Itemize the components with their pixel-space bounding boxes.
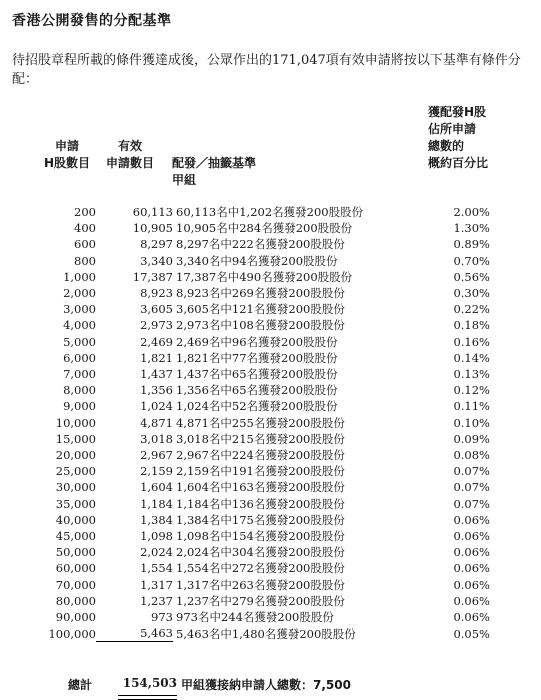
header-line: 佔所申請 [428,122,477,136]
total-double-underline [118,695,177,700]
cell-valid-applications: 3,340 [140,253,173,268]
cell-applied-shares: 1,000 [63,269,96,284]
header-valid-applications [106,138,154,172]
table-row [12,269,490,285]
cell-applied-shares: 60,000 [55,561,96,576]
cell-allocation-basis: 1,604名中163名獲發200股股份 [176,480,345,495]
cell-allocation-basis: 10,905名中284名獲發200股股份 [176,221,353,236]
table-row [12,366,490,382]
table-row [12,479,490,495]
table-row [12,236,490,252]
cell-applied-shares: 20,000 [55,448,96,463]
table-row [12,382,490,398]
cell-valid-applications: 973 [151,610,173,625]
header-line: 有效 [118,139,143,153]
header-allocation-basis [172,155,256,189]
cell-applied-shares: 2,000 [63,286,96,301]
table-row [12,463,490,479]
cell-percentage: 0.06% [453,561,490,576]
cell-valid-applications: 2,967 [140,448,173,463]
cell-percentage: 0.10% [453,415,490,430]
cell-percentage: 0.89% [453,237,490,252]
cell-applied-shares: 9,000 [63,399,96,414]
cell-applied-shares: 15,000 [55,431,96,446]
header-line: 獲配發H股 [428,105,487,119]
cell-percentage: 0.07% [453,496,490,511]
cell-applied-shares: 6,000 [63,350,96,365]
header-line: 概約百分比 [428,156,489,170]
table-row [12,334,490,350]
cell-valid-applications: 2,973 [140,318,173,333]
cell-allocation-basis: 1,237名中279名獲發200股股份 [176,593,345,608]
cell-applied-shares: 8,000 [63,383,96,398]
cell-percentage: 0.09% [453,431,490,446]
cell-allocation-basis: 3,605名中121名獲發200股股份 [176,302,345,317]
cell-percentage: 0.70% [453,253,490,268]
table-row [12,512,490,528]
cell-valid-applications: 8,297 [140,237,173,252]
cell-applied-shares: 600 [74,237,96,252]
cell-allocation-basis: 17,387名中490名獲發200股股份 [176,269,353,284]
table-row [12,204,490,220]
header-applied-shares [44,138,90,172]
page-title: 香港公開發售的分配基準 [12,13,172,29]
cell-valid-applications: 2,159 [140,464,173,479]
cell-valid-applications: 1,554 [140,561,173,576]
cell-applied-shares: 5,000 [63,334,96,349]
cell-allocation-basis: 1,821名中77名獲發200股股份 [176,350,338,365]
header-allocation-percentage [428,104,488,172]
cell-applied-shares: 70,000 [55,577,96,592]
cell-valid-applications: 4,871 [140,415,173,430]
cell-valid-applications: 2,469 [140,334,173,349]
cell-allocation-basis: 2,159名中191名獲發200股股份 [176,464,345,479]
cell-applied-shares: 50,000 [55,545,96,560]
table-row [12,220,490,236]
total-note: 甲組獲接納申請人總數：7,500 [181,678,351,692]
cell-applied-shares: 35,000 [55,496,96,511]
cell-applied-shares: 200 [74,205,96,219]
cell-allocation-basis: 2,024名中304名獲發200股股份 [176,545,345,560]
cell-allocation-basis: 2,973名中108名獲發200股股份 [176,318,345,333]
header-line: 總數的 [428,139,465,153]
cell-allocation-basis: 2,469名中96名獲發200股股份 [176,334,338,349]
cell-allocation-basis: 5,463名中1,480名獲發200股股份 [176,626,356,641]
cell-applied-shares: 400 [74,221,96,236]
cell-allocation-basis: 1,437名中65名獲發200股股份 [176,367,338,382]
cell-percentage: 1.30% [453,221,490,236]
cell-valid-applications: 3,605 [140,302,173,317]
cell-applied-shares: 80,000 [55,593,96,608]
cell-percentage: 0.05% [453,626,490,641]
cell-allocation-basis: 1,384名中175名獲發200股股份 [176,512,345,527]
cell-applied-shares: 7,000 [63,367,96,382]
cell-valid-applications: 3,018 [140,431,173,446]
cell-percentage: 0.07% [453,464,490,479]
table-row [12,544,490,560]
header-line: 申請數目 [106,156,155,170]
cell-percentage: 0.11% [453,399,490,414]
cell-applied-shares: 30,000 [55,480,96,495]
cell-valid-applications: 60,113 [132,205,173,219]
table-row [12,625,490,642]
cell-applied-shares: 3,000 [63,302,96,317]
cell-percentage: 0.06% [453,593,490,608]
allocation-table [12,204,490,642]
cell-allocation-basis: 1,554名中272名獲發200股股份 [176,561,345,576]
header-line: 申請 [55,139,80,153]
cell-valid-applications: 1,356 [140,383,173,398]
cell-valid-applications: 1,821 [140,350,173,365]
cell-percentage: 0.56% [453,269,490,284]
table-row [12,398,490,414]
cell-applied-shares: 800 [74,253,96,268]
cell-applied-shares: 25,000 [55,464,96,479]
cell-allocation-basis: 1,317名中263名獲發200股股份 [176,577,345,592]
cell-allocation-basis: 3,018名中215名獲發200股股份 [176,431,345,446]
cell-percentage: 0.06% [453,545,490,560]
cell-percentage: 2.00% [453,205,490,219]
cell-applied-shares: 4,000 [63,318,96,333]
cell-percentage: 0.06% [453,512,490,527]
cell-percentage: 0.06% [453,529,490,544]
table-row [12,560,490,576]
cell-allocation-basis: 60,113名中1,202名獲發200股股份 [176,205,364,219]
table-row [12,593,490,609]
table-row [12,528,490,544]
cell-valid-applications: 8,923 [140,286,173,301]
cell-allocation-basis: 973名中244名獲發200股股份 [176,610,334,625]
cell-valid-applications: 1,184 [140,496,173,511]
total-label: 總計 [68,678,93,692]
table-row [12,577,490,593]
cell-valid-applications: 1,437 [140,367,173,382]
cell-valid-applications: 5,463 [96,625,173,642]
cell-percentage: 0.07% [453,480,490,495]
cell-allocation-basis: 8,297名中222名獲發200股股份 [176,237,345,252]
header-line: 配發／抽籤基準 [172,156,257,170]
cell-percentage: 0.30% [453,286,490,301]
cell-valid-applications: 1,384 [140,512,173,527]
cell-percentage: 0.12% [453,383,490,398]
cell-valid-applications: 10,905 [132,221,173,236]
cell-allocation-basis: 4,871名中255名獲發200股股份 [176,415,345,430]
cell-valid-applications: 1,237 [140,593,173,608]
cell-applied-shares: 45,000 [55,529,96,544]
table-row [12,609,490,625]
cell-percentage: 0.06% [453,577,490,592]
cell-applied-shares: 100,000 [48,626,96,641]
cell-valid-applications: 17,387 [132,269,173,284]
cell-valid-applications: 1,024 [140,399,173,414]
cell-applied-shares: 40,000 [55,512,96,527]
cell-percentage: 0.14% [453,350,490,365]
total-value: 154,503 [122,676,177,690]
intro-paragraph: 待招股章程所載的條件獲達成後，公眾作出的171,047項有效申請將按以下基準有條件分配： [12,53,521,87]
cell-percentage: 0.16% [453,334,490,349]
cell-valid-applications: 1,604 [140,480,173,495]
cell-allocation-basis: 3,340名中94名獲發200股股份 [176,253,338,268]
cell-allocation-basis: 1,024名中52名獲發200股股份 [176,399,338,414]
header-line: H股數目 [44,156,91,170]
table-row [12,350,490,366]
table-row [12,415,490,431]
cell-applied-shares: 10,000 [55,415,96,430]
table-row [12,253,490,269]
cell-valid-applications: 1,098 [140,529,173,544]
header-line: 甲組 [172,173,197,187]
cell-percentage: 0.08% [453,448,490,463]
cell-valid-applications: 2,024 [140,545,173,560]
cell-applied-shares: 90,000 [55,610,96,625]
cell-valid-applications: 1,317 [140,577,173,592]
cell-percentage: 0.22% [453,302,490,317]
table-row [12,447,490,463]
table-row [12,496,490,512]
cell-percentage: 0.13% [453,367,490,382]
cell-allocation-basis: 8,923名中269名獲發200股股份 [176,286,345,301]
table-row [12,301,490,317]
table-row [12,317,490,333]
table-row [12,431,490,447]
cell-allocation-basis: 1,356名中65名獲發200股股份 [176,383,338,398]
cell-allocation-basis: 2,967名中224名獲發200股股份 [176,448,345,463]
cell-allocation-basis: 1,098名中154名獲發200股股份 [176,529,345,544]
cell-allocation-basis: 1,184名中136名獲發200股股份 [176,496,345,511]
table-row [12,285,490,301]
cell-percentage: 0.06% [453,610,490,625]
cell-percentage: 0.18% [453,318,490,333]
